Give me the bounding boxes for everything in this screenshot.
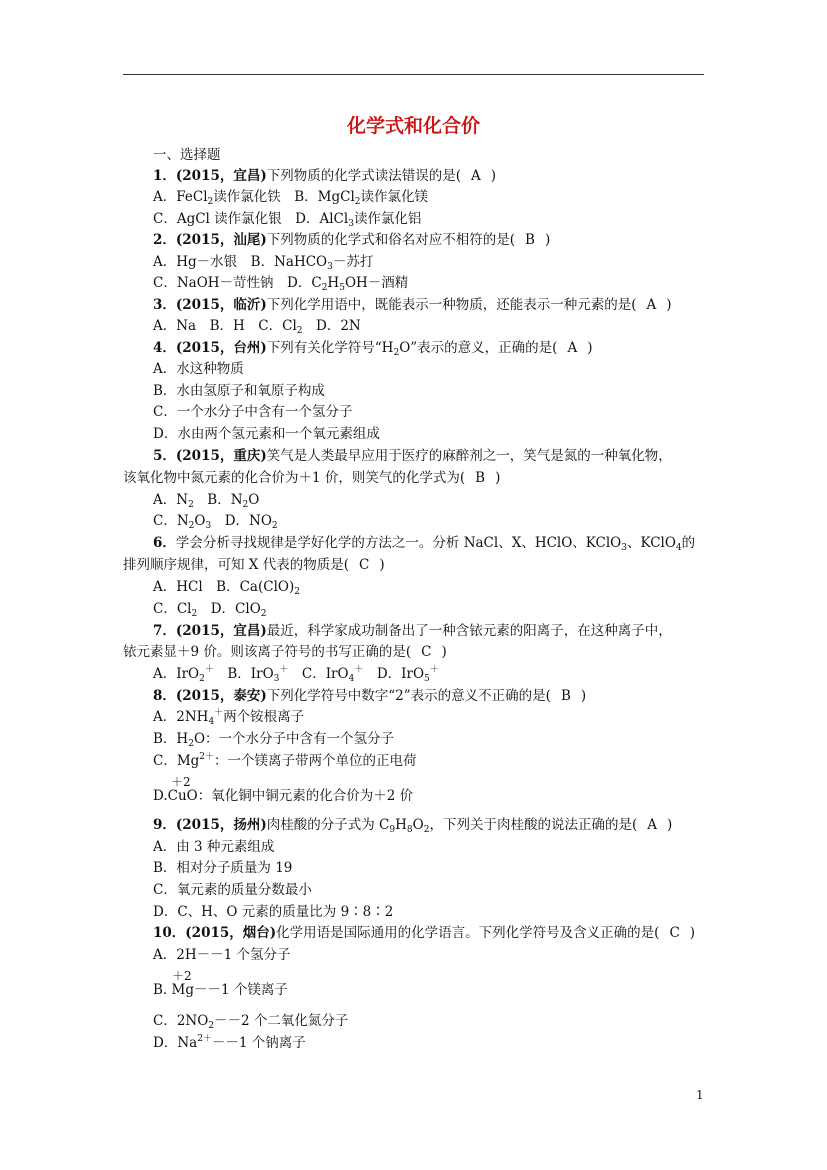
answer: A: [646, 297, 657, 313]
option-text: 两个铵根离子: [223, 709, 305, 725]
subscript: 4: [208, 717, 215, 727]
paren: ): [544, 232, 551, 248]
option-text: C．2NO: [153, 1013, 209, 1029]
question-number: 6．: [153, 535, 176, 551]
superscript: 2＋: [197, 1034, 212, 1044]
option-line: B．水由氢原子和氧原子构成: [153, 383, 325, 399]
subscript: 2: [260, 609, 267, 619]
question-source: (2015，宜昌): [175, 623, 267, 639]
option-line: [153, 187, 428, 208]
subscript: 8: [406, 825, 413, 835]
question-number: 7．: [153, 623, 176, 639]
option-line: [153, 490, 259, 511]
paren: ): [666, 297, 672, 313]
answer: A: [471, 168, 481, 184]
option-text: B．N: [193, 492, 243, 508]
subscript: 2: [199, 674, 205, 684]
subscript: 2: [354, 197, 361, 207]
question-number: 9．: [153, 817, 176, 833]
answer: C: [358, 557, 370, 573]
option-line: A．2H－－1 个氢分子: [153, 947, 291, 963]
option-text: A．2NH: [153, 709, 209, 725]
option-line: [153, 316, 361, 337]
option-text: O: [248, 492, 260, 508]
question-number: 2．: [153, 232, 176, 248]
superscript: ＋: [279, 665, 289, 675]
option-text: A．Hg－水银 B．NaHCO: [153, 254, 328, 270]
valence-mark: ＋2: [172, 969, 192, 983]
question-number: 8．: [153, 688, 176, 704]
question-4: [153, 338, 592, 359]
paren: ): [441, 644, 447, 660]
option-line: A．由 3 种元素组成: [153, 839, 275, 855]
question-text: O: [412, 817, 424, 833]
option-text: C．AgCl 读作氯化银 D．AlCl: [153, 211, 349, 227]
question-text: ，下列关于肉桂酸的说法正确的是(: [429, 817, 638, 833]
answer: B: [525, 232, 535, 248]
question-text: 该氧化物中氮元素的化合价为＋1 价，则笑气的化学式为(: [123, 470, 466, 486]
question-number: 1．: [153, 168, 176, 184]
question-text: 化学用语是国际通用的化学语言。下列化学符号及含义正确的是(: [276, 925, 660, 941]
option-text: 读作氯化铝: [353, 211, 422, 227]
subscript: 2: [208, 1021, 215, 1031]
option-line: C．氧元素的质量分数最小: [153, 882, 312, 898]
option-line: [153, 273, 408, 294]
question-continuation: [123, 642, 447, 663]
option-text: B．H: [153, 731, 189, 747]
answer: A: [647, 817, 657, 833]
paren: ): [580, 688, 587, 704]
paren: ): [495, 470, 501, 486]
subscript: 3: [621, 543, 627, 553]
subscript: 2: [271, 521, 278, 531]
question-source: (2015，台州): [175, 340, 267, 356]
question-source: (2015，烟台): [185, 925, 277, 941]
option-text: D．ClO: [197, 601, 261, 617]
header-rule: [123, 74, 704, 75]
page-title: 化学式和化合价: [346, 115, 480, 137]
section-heading: 一、选择题: [153, 147, 221, 163]
subscript: 2: [207, 197, 214, 207]
subscript: 2: [423, 825, 430, 835]
question-text: 学会分析寻找规律是学好化学的方法之一。分析 NaCl、X、HClO、KClO: [175, 535, 622, 551]
question-text: 下列物质的化学式和俗名对应不相符的是(: [266, 232, 516, 248]
subscript: 4: [675, 543, 682, 553]
question-number: 3．: [153, 297, 176, 313]
option-text: D．2N: [302, 318, 361, 334]
page-number: 1: [696, 1088, 704, 1102]
question-number: 5．: [153, 448, 176, 464]
question-7: [153, 621, 672, 642]
option-text: ：一个镁离子带两个单位的正电荷: [214, 753, 417, 769]
superscript: ＋: [354, 665, 364, 675]
option-text: D．NO: [211, 513, 272, 529]
subscript: 2: [393, 348, 400, 358]
superscript: ＋: [204, 665, 214, 675]
question-3: [153, 295, 672, 316]
option-text: －－2 个二氧化氮分子: [214, 1013, 349, 1029]
subscript: 3: [327, 262, 333, 272]
paren: ): [379, 557, 385, 573]
subscript: 2: [188, 521, 195, 531]
option-text: －苏打: [332, 254, 374, 270]
subscript: 2: [191, 609, 198, 619]
question-source: (2015，汕尾): [175, 232, 267, 248]
option-text: A．IrO: [153, 666, 200, 682]
option-line: [153, 707, 304, 728]
option-line: [153, 664, 439, 685]
option-line: D．C、H、O 元素的质量比为 9∶8∶2: [153, 904, 394, 920]
superscript: ＋: [429, 665, 439, 675]
option-line: [153, 751, 417, 772]
subscript: 2: [242, 500, 249, 510]
answer: C: [421, 644, 432, 660]
question-source: (2015，泰安): [175, 688, 267, 704]
subscript: 5: [339, 283, 345, 293]
answer: A: [567, 340, 578, 356]
option-text: H: [327, 275, 340, 291]
answer: C: [669, 925, 680, 941]
paren: ): [666, 817, 673, 833]
option-line: D.CuO：氧化铜中铜元素的化合价为＋2 价: [153, 788, 414, 804]
question-text: 下列物质的化学式读法错误的是(: [266, 168, 462, 184]
question-8: [153, 686, 586, 707]
option-line: [153, 577, 300, 598]
option-text: OH－酒精: [344, 275, 409, 291]
question-10: [153, 923, 695, 944]
question-number: 4．: [153, 340, 176, 356]
option-line: [153, 252, 373, 273]
paren: ): [689, 925, 696, 941]
question-text: 铱元素显＋9 价。则该离子符号的书写正确的是(: [123, 644, 412, 660]
answer: B: [475, 470, 486, 486]
superscript: ＋: [214, 708, 224, 718]
question-source: (2015，扬州): [175, 817, 267, 833]
option-text: C．N: [153, 513, 189, 529]
subscript: 2: [188, 500, 194, 510]
subscript: 2: [321, 283, 328, 293]
question-text: 排列顺序规律，可知 X 代表的物质是(: [123, 557, 349, 573]
option-line: B．相对分子质量为 19: [153, 860, 293, 876]
question-number: 10．: [153, 925, 186, 941]
option-text: C．Mg: [153, 753, 200, 769]
question-source: (2015，临沂): [175, 297, 267, 313]
option-text: A．N: [153, 492, 189, 508]
option-line: A．水这种物质: [153, 361, 244, 377]
paren: ): [587, 340, 593, 356]
valence-mark: ＋2: [171, 775, 191, 789]
paren: ): [490, 168, 497, 184]
question-continuation: [123, 468, 500, 489]
option-text: C．Cl: [153, 601, 192, 617]
option-text: A．FeCl: [153, 189, 208, 205]
subscript: 2: [294, 587, 300, 597]
option-line: [153, 1033, 306, 1054]
subscript: 3: [273, 674, 280, 684]
question-2: [153, 230, 550, 251]
option-text: O: [194, 513, 206, 529]
question-5: [153, 446, 672, 467]
question-text: 下列有关化学符号“H: [266, 340, 394, 356]
option-line: [153, 1011, 348, 1032]
option-text: B．IrO: [213, 666, 274, 682]
subscript: 3: [348, 219, 354, 229]
question-text: 下列化学用语中，既能表示一种物质，还能表示一种元素的是(: [266, 297, 637, 313]
subscript: 2: [296, 326, 303, 336]
question-text: H: [395, 817, 407, 833]
option-text: －－1 个钠离子: [211, 1035, 306, 1051]
option-line: B. Mg－－1 个镁离子: [153, 982, 288, 998]
question-text: 最近，科学家成功制备出了一种含铱元素的阳离子，在这种离子中，: [266, 623, 672, 639]
option-line: [153, 729, 394, 750]
subscript: 4: [348, 674, 355, 684]
question-9: [153, 815, 672, 836]
question-text: 、KClO: [626, 535, 676, 551]
option-line: [153, 209, 421, 230]
option-text: A．Na B．H C．Cl: [153, 318, 297, 334]
option-line: [153, 599, 267, 620]
subscript: 3: [205, 521, 212, 531]
question-1: [153, 166, 496, 187]
subscript: 5: [424, 674, 430, 684]
subscript: 2: [188, 739, 194, 749]
question-text: 笑气是人类最早应用于医疗的麻醉剂之一，笑气是氮的一种氧化物，: [266, 448, 672, 464]
question-6: [153, 533, 695, 554]
option-text: D．Na: [153, 1035, 198, 1051]
question-text: 的: [681, 535, 696, 551]
option-text: 读作氯化铁 B．MgCl: [213, 189, 355, 205]
question-text: 下列化学符号中数字“2”表示的意义不正确的是(: [266, 688, 551, 704]
option-text: D．IrO: [363, 666, 425, 682]
option-text: A．HCl B．Ca(ClO): [153, 579, 295, 595]
question-source: (2015，宜昌): [175, 168, 267, 184]
option-text: C．NaOH－苛性钠 D．C: [153, 275, 322, 291]
option-line: D．水由两个氢元素和一个氧元素组成: [153, 426, 380, 442]
question-continuation: [123, 555, 385, 576]
option-line: [153, 511, 278, 532]
subscript: 9: [389, 825, 396, 835]
question-text: 肉桂酸的分子式为 C: [266, 817, 390, 833]
answer: B: [560, 688, 571, 704]
option-text: O：一个水分子中含有一个氢分子: [193, 731, 395, 747]
option-line: C．一个水分子中含有一个氢分子: [153, 404, 353, 420]
question-text: O”表示的意义，正确的是(: [399, 340, 558, 356]
question-source: (2015，重庆): [175, 448, 267, 464]
option-text: C．IrO: [288, 666, 349, 682]
option-text: 读作氯化镁: [360, 189, 429, 205]
superscript: 2＋: [199, 752, 215, 762]
